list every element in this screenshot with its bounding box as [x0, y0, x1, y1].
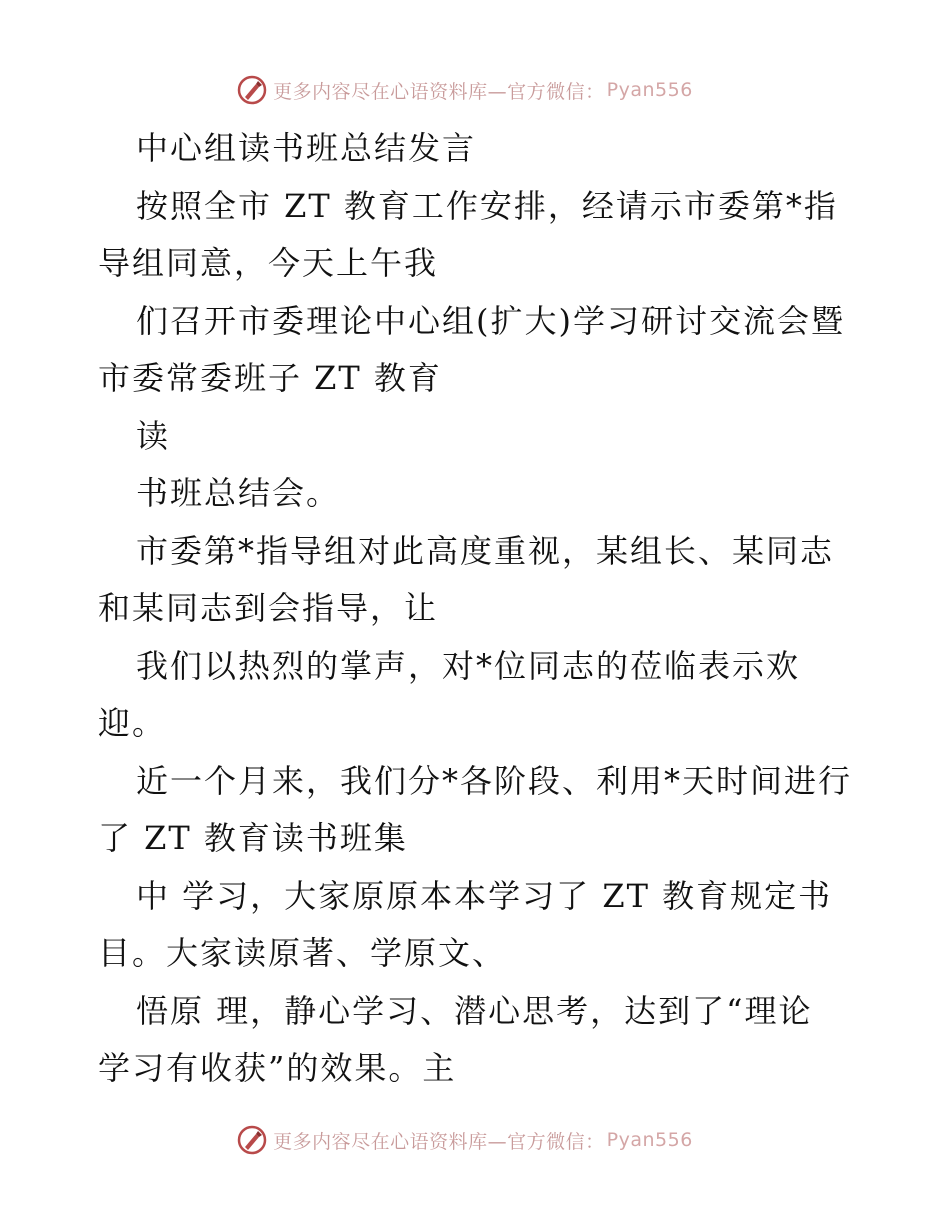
document-body [98, 120, 858, 1098]
text-line: 书班总结会。 [136, 474, 341, 512]
text-line: 了 ZT 教育读书班集 [98, 819, 408, 857]
text-line: 悟原 理，静心学习、潜心思考，达到了“理论 [136, 991, 813, 1030]
watermark-text: 更多内容尽在心语资料库—官方微信： [273, 80, 605, 103]
text-line: 迎。 [98, 704, 167, 742]
watermark-text: 更多内容尽在心语资料库—官方微信： [273, 1130, 605, 1153]
pen-logo-icon [237, 1125, 267, 1155]
text-line: 学习有收获”的效果。主 [98, 1049, 457, 1087]
text-line: 市委常委班子 ZT 教育 [98, 359, 442, 397]
footer-watermark [0, 1120, 950, 1160]
watermark-handle: Pyan556 [606, 1129, 693, 1151]
watermark-handle: Pyan556 [606, 79, 693, 101]
text-line: 中心组读书班总结发言 [136, 129, 477, 167]
text-line: 市委第*指导组对此高度重视，某组长、某同志 [136, 531, 835, 570]
text-line: 按照全市 ZT 教育工作安排，经请示市委第*指 [136, 186, 838, 225]
pen-logo-icon [237, 75, 267, 105]
text-line: 中 学习，大家原原本本学习了 ZT 教育规定书 [136, 876, 833, 915]
text-line: 们召开市委理论中心组(扩大)学习研讨交流会暨 [136, 301, 845, 340]
header-watermark [0, 70, 950, 110]
text-line: 和某同志到会指导，让 [98, 589, 439, 627]
text-line: 近一个月来，我们分*各阶段、利用*天时间进行 [136, 761, 853, 800]
text-line: 我们以热烈的掌声，对*位同志的莅临表示欢 [136, 646, 801, 685]
text-line: 导组同意，今天上午我 [98, 244, 439, 282]
text-line: 读 [136, 416, 171, 455]
text-line: 目。大家读原著、学原文、 [98, 934, 507, 972]
